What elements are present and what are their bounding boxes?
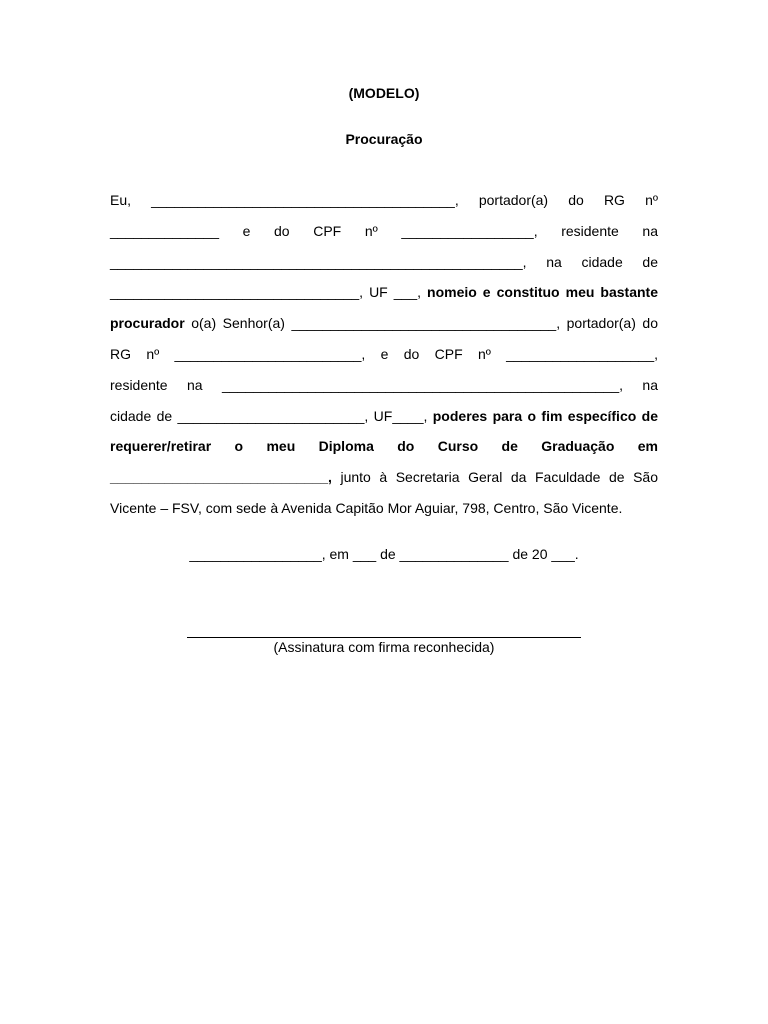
body-line (110, 223, 658, 240)
body-line (110, 192, 658, 209)
bold-text-segment: nomeio e constituo meu bastante (427, 284, 659, 300)
text-segment: residente na ___________________________________________________, na (110, 377, 658, 393)
model-label: (MODELO) (348, 85, 420, 101)
text-segment: ______________ e do CPF nº _________________, residente na (110, 223, 658, 239)
body-line (110, 254, 658, 271)
text-segment: o(a) Senhor(a) __________________________________, portador(a) do (184, 315, 658, 331)
body-line (110, 377, 658, 394)
body-line (110, 346, 658, 363)
text-segment: cidade de ________________________, UF____, (110, 408, 433, 424)
text-segment: _____________________________________________________, na cidade de (110, 254, 658, 270)
page-title: Procuração (345, 131, 423, 147)
bold-text-segment: requerer/retirar o meu Diploma do Curso de Graduação em (110, 438, 658, 454)
body-line (110, 438, 658, 455)
text-segment: Eu, _______________________________________, portador(a) do RG nº (110, 192, 658, 208)
body-line (110, 408, 658, 425)
text-segment: junto à Secretaria Geral da Faculdade de São (331, 469, 658, 485)
signature-line (187, 637, 581, 638)
body-line (110, 284, 658, 301)
bold-text-segment: ____________________________, (110, 469, 332, 485)
date-line: _________________, em ___ de ______________ de 20 ___. (189, 546, 579, 562)
body-line (110, 500, 658, 517)
body-line (110, 315, 658, 332)
text-segment: Vicente – FSV, com sede à Avenida Capitão Mor Aguiar, 798, Centro, São Vicente. (110, 500, 623, 516)
signature-caption: (Assinatura com firma reconhecida) (273, 639, 495, 655)
text-segment: RG nº ________________________, e do CPF nº ___________________, (110, 346, 658, 362)
bold-text-segment: poderes para o fim específico de (432, 408, 658, 424)
text-segment: ________________________________, UF ___, (110, 284, 428, 300)
body-line (110, 469, 658, 486)
bold-text-segment: procurador (110, 315, 185, 331)
